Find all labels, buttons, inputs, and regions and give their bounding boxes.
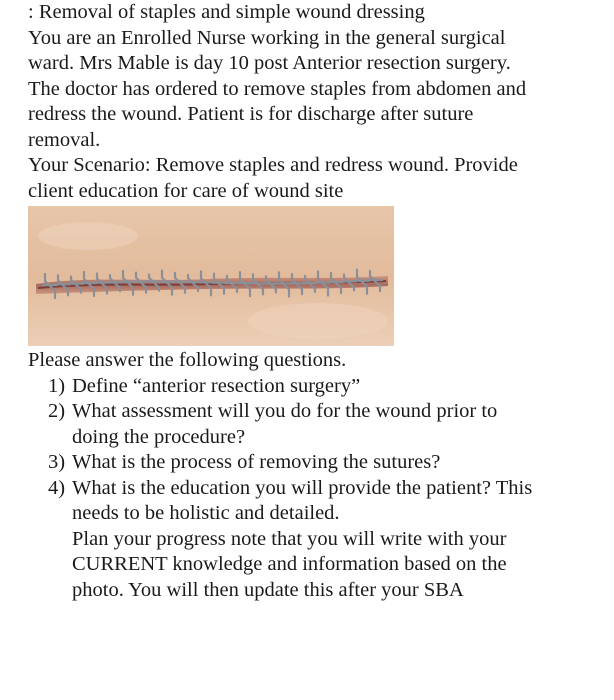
progress-note-instructions (28, 527, 600, 604)
question-item (48, 399, 600, 450)
heading: : Removal of staples and simple wound dressing (28, 1, 425, 23)
question-number: 2) (48, 400, 66, 422)
question-text: What is the education you will provide the patient? This (72, 476, 533, 499)
progress-note-line: photo. You will then update this after your SBA (72, 578, 464, 601)
stapled-wound-photo-icon (28, 206, 394, 346)
your-scenario-line: Your Scenario: Remove staples and redress wound. Provide (28, 154, 518, 176)
question-text: needs to be holistic and detailed. (72, 502, 340, 524)
scenario-line: removal. (28, 128, 101, 151)
progress-note-line: CURRENT knowledge and information based on the (72, 553, 507, 575)
question-item (48, 450, 600, 476)
question-text: Define “anterior resection surgery” (72, 374, 361, 397)
progress-note-line: Plan your progress note that you will write with your (72, 527, 507, 550)
scenario-line: The doctor has ordered to remove staples from abdomen and (28, 77, 527, 100)
question-number: 3) (48, 451, 66, 473)
scenario-line: You are an Enrolled Nurse working in the general surgical (28, 26, 506, 49)
question-text: What assessment will you do for the wound prior to (72, 400, 498, 422)
scenario-line: ward. Mrs Mable is day 10 post Anterior resection surgery. (28, 52, 511, 74)
your-scenario (28, 153, 600, 204)
scenario-line: redress the wound. Patient is for discharge after suture (28, 103, 474, 125)
question-number: 1) (48, 374, 66, 397)
question-item (48, 374, 600, 400)
question-list (28, 374, 600, 527)
questions-intro: Please answer the following questions. (28, 349, 347, 371)
question-number: 4) (48, 476, 66, 499)
scenario-intro (28, 26, 600, 154)
wound-photo (28, 206, 394, 346)
question-text: What is the process of removing the sutures? (72, 451, 441, 473)
question-text: doing the procedure? (72, 425, 246, 448)
question-item (48, 476, 600, 527)
document (28, 0, 600, 603)
your-scenario-line: client education for care of wound site (28, 179, 344, 202)
